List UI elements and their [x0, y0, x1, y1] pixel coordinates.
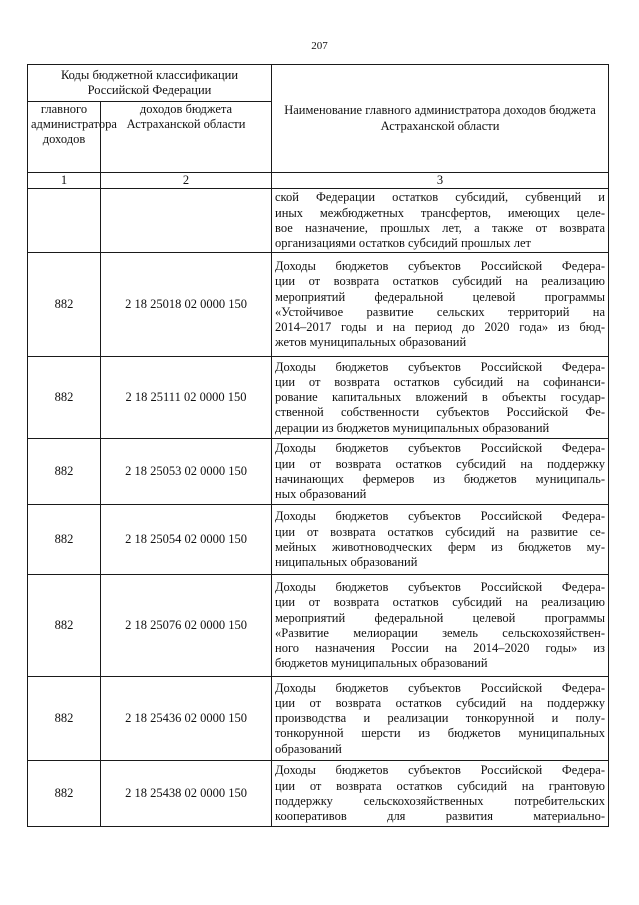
table-row — [28, 439, 609, 505]
table-row — [28, 505, 609, 575]
column-number-3: 3 — [272, 173, 609, 189]
table-row — [28, 357, 609, 439]
table-row — [28, 189, 609, 253]
description-line: Доходы бюджетов субъектов Российской Федера- — [275, 763, 605, 778]
column-number-2: 2 — [101, 173, 272, 189]
budget-classification-table — [27, 64, 609, 827]
page-number: 207 — [311, 40, 328, 52]
description-line: ции от возврата остатков субсидий на поддержку — [275, 456, 605, 471]
description-line: дерации из бюджетов муниципальных образований — [275, 420, 550, 435]
income-code-cell: 2 18 25054 02 0000 150 — [101, 505, 272, 575]
description-cell — [272, 439, 609, 505]
description-line: ного назначения России на 2014–2020 годы» из — [275, 640, 605, 655]
description-line: ниципальных образований — [275, 554, 418, 569]
description-line: поддержку сельскохозяйственных потребительских — [275, 793, 605, 808]
description-line: мероприятий федеральной целевой программы — [275, 289, 605, 304]
description-line: производства и реализации тонкорунной и полу- — [275, 711, 605, 726]
description-line: «Развитие мелиорации земель сельскохозяйствен- — [275, 625, 605, 640]
description-line: ции от возврата остатков субсидий на реализацию — [275, 595, 605, 610]
description-line: рование капитальных вложений в объекты государ- — [275, 390, 605, 405]
header-admin-column: главного администратора доходов — [28, 102, 101, 173]
description-line: жетов муниципальных образований — [275, 335, 467, 350]
admin-code-cell: 882 — [28, 253, 101, 357]
description-line: Доходы бюджетов субъектов Российской Федера- — [275, 259, 605, 274]
admin-code-cell — [28, 189, 101, 253]
admin-code-cell: 882 — [28, 439, 101, 505]
description-line: Доходы бюджетов субъектов Российской Федера- — [275, 680, 605, 695]
income-code-cell: 2 18 25438 02 0000 150 — [101, 761, 272, 827]
description-line: тонкорунной шерсти из бюджетов муниципальных — [275, 726, 605, 741]
admin-code-cell: 882 — [28, 677, 101, 761]
description-cell — [272, 189, 609, 253]
description-line: Доходы бюджетов субъектов Российской Федера- — [275, 580, 605, 595]
description-line: иных межбюджетных трансфертов, имеющих целе- — [275, 205, 605, 220]
admin-code-cell: 882 — [28, 505, 101, 575]
description-line: ции от возврата остатков субсидий на поддержку — [275, 695, 605, 710]
description-cell — [272, 253, 609, 357]
description-line: ственной собственности субъектов Российской Фе- — [275, 405, 605, 420]
description-cell — [272, 677, 609, 761]
description-line: «Устойчивое развитие сельских территорий на — [275, 304, 605, 319]
admin-code-cell: 882 — [28, 575, 101, 677]
description-line: кооперативов для развития материально- — [275, 808, 605, 823]
description-cell — [272, 357, 609, 439]
description-line: мейных животноводческих ферм из бюджетов му- — [275, 539, 605, 554]
table-row — [28, 253, 609, 357]
income-code-cell: 2 18 25018 02 0000 150 — [101, 253, 272, 357]
header-income-column: доходов бюджета Астраханской области — [101, 102, 272, 173]
description-line: вое назначение, прошлых лет, а также от возврата — [275, 220, 605, 235]
description-line: организациями остатков субсидий прошлых лет — [275, 235, 532, 250]
header-codes-group: Коды бюджетной классификации Российской Федерации — [28, 65, 272, 102]
admin-code-cell: 882 — [28, 357, 101, 439]
description-cell — [272, 505, 609, 575]
income-code-cell — [101, 189, 272, 253]
table-row — [28, 761, 609, 827]
description-line: Доходы бюджетов субъектов Российской Федера- — [275, 359, 605, 374]
description-line: мероприятий федеральной целевой программы — [275, 610, 605, 625]
description-cell — [272, 761, 609, 827]
description-line: образований — [275, 741, 342, 756]
description-cell — [272, 575, 609, 677]
income-code-cell: 2 18 25053 02 0000 150 — [101, 439, 272, 505]
description-line: ции от возврата остатков субсидий на реализацию — [275, 274, 605, 289]
table-row — [28, 677, 609, 761]
description-line: начинающих фермеров из бюджетов муниципаль- — [275, 471, 605, 486]
column-number-1: 1 — [28, 173, 101, 189]
description-line: Доходы бюджетов субъектов Российской Федера- — [275, 441, 605, 456]
description-line: ской Федерации остатков субсидий, субвенций и — [275, 190, 605, 205]
description-line: ции от возврата остатков субсидий на софинанси- — [275, 374, 605, 389]
description-line: ных образований — [275, 486, 367, 501]
header-name-column: Наименование главного администратора доходов бюджета Астраханской области — [272, 65, 609, 173]
table-row — [28, 575, 609, 677]
description-line: Доходы бюджетов субъектов Российской Федера- — [275, 509, 605, 524]
admin-code-cell: 882 — [28, 761, 101, 827]
income-code-cell: 2 18 25436 02 0000 150 — [101, 677, 272, 761]
income-code-cell: 2 18 25111 02 0000 150 — [101, 357, 272, 439]
income-code-cell: 2 18 25076 02 0000 150 — [101, 575, 272, 677]
description-line: ции от возврата остатков субсидий на развитие се- — [275, 524, 605, 539]
description-line: бюджетов муниципальных образований — [275, 656, 488, 671]
description-line: 2014–2017 годы и на период до 2020 года» из бюд- — [275, 319, 605, 334]
description-line: ции от возврата остатков субсидий на грантовую — [275, 778, 605, 793]
